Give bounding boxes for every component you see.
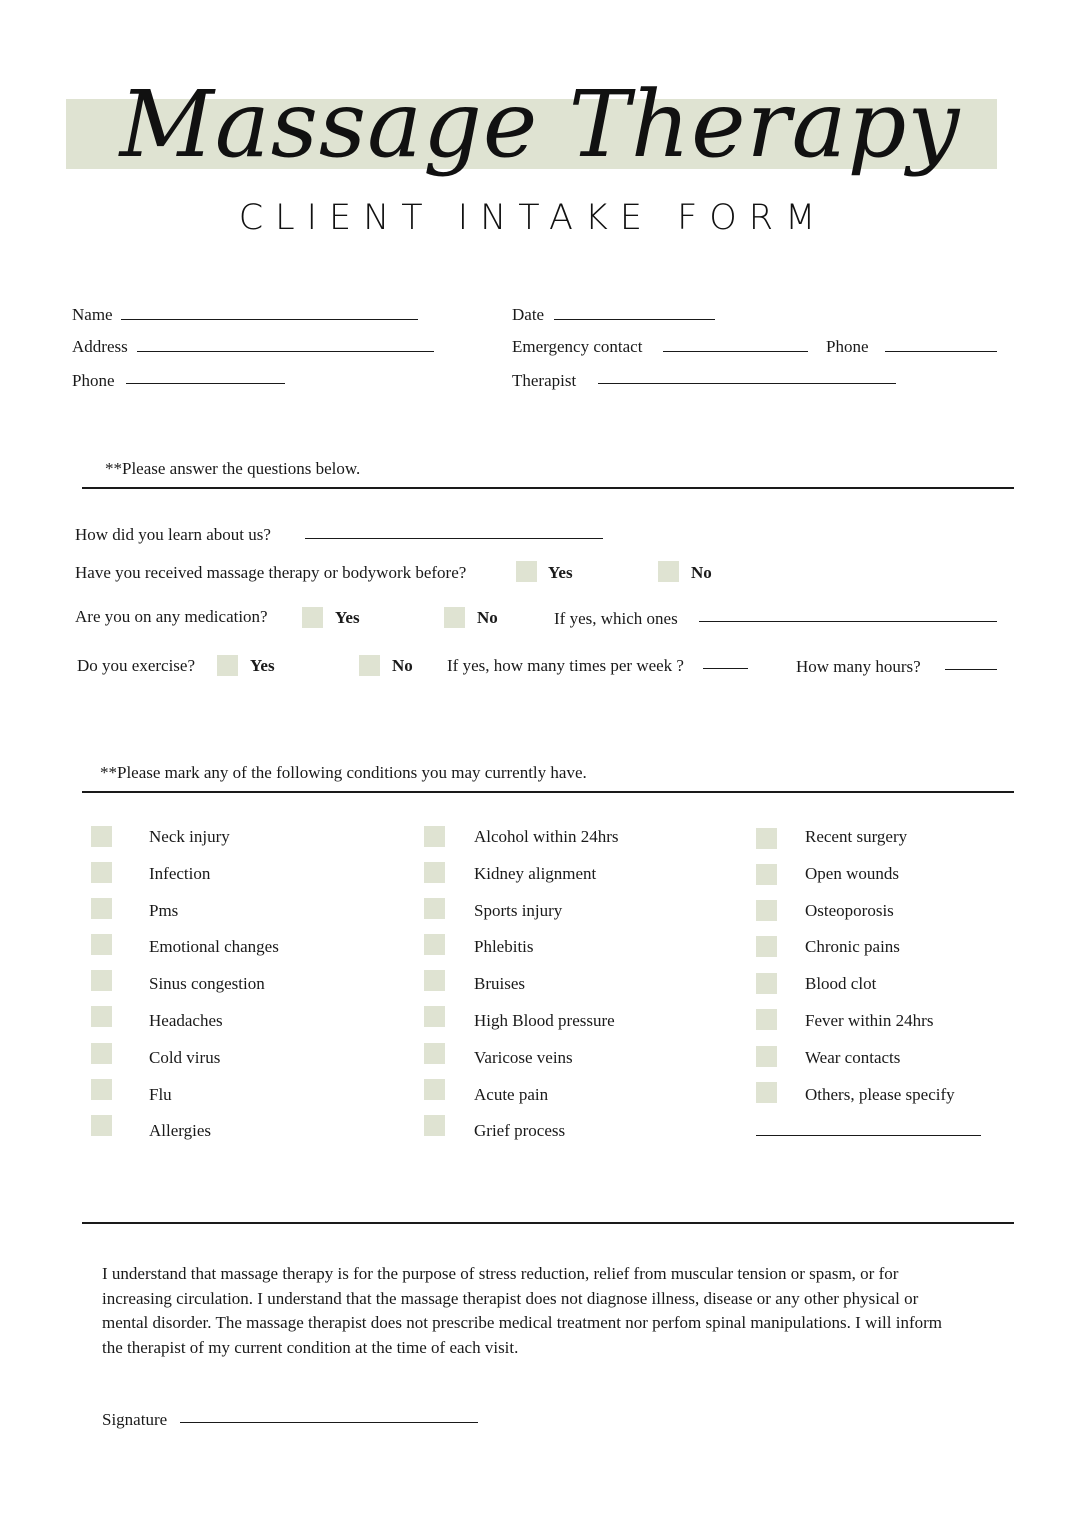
condition-label: Sinus congestion xyxy=(149,974,265,993)
exercise-yes-checkbox[interactable] xyxy=(217,655,238,676)
received-no-checkbox[interactable] xyxy=(658,561,679,582)
medication-which-field[interactable] xyxy=(699,621,997,622)
section-divider xyxy=(82,791,1014,793)
condition-checkbox[interactable] xyxy=(756,1046,777,1067)
condition-checkbox[interactable] xyxy=(756,1009,777,1030)
exercise-hours-label: How many hours? xyxy=(796,657,921,676)
condition-label: Grief process xyxy=(474,1121,566,1140)
condition-label: Cold virus xyxy=(149,1048,221,1067)
section-divider xyxy=(82,1222,1014,1224)
condition-checkbox[interactable] xyxy=(424,934,445,955)
emergency-phone-field[interactable] xyxy=(885,351,997,352)
condition-label: Pms xyxy=(149,901,179,920)
condition-checkbox[interactable] xyxy=(756,1082,777,1103)
condition-checkbox[interactable] xyxy=(91,898,112,919)
medication-no-checkbox[interactable] xyxy=(444,607,465,628)
medication-which-label: If yes, which ones xyxy=(554,609,678,628)
exercise-question: Do you exercise? xyxy=(77,656,196,675)
condition-label: High Blood pressure xyxy=(474,1011,615,1030)
exercise-hours-field[interactable] xyxy=(945,669,997,670)
condition-checkbox[interactable] xyxy=(756,973,777,994)
condition-label: Infection xyxy=(149,864,211,883)
exercise-yes-label: Yes xyxy=(250,656,275,675)
condition-label: Neck injury xyxy=(149,827,230,846)
exercise-times-label: If yes, how many times per week ? xyxy=(447,656,684,675)
condition-label: Blood clot xyxy=(805,974,877,993)
emergency-contact-label: Emergency contact xyxy=(512,337,643,356)
condition-label: Fever within 24hrs xyxy=(805,1011,934,1030)
condition-checkbox[interactable] xyxy=(91,1079,112,1100)
condition-label: Varicose veins xyxy=(474,1048,573,1067)
signature-label: Signature xyxy=(102,1410,168,1429)
page-subtitle: CLIENT INTAKE FORM xyxy=(238,198,828,238)
name-field[interactable] xyxy=(121,319,418,320)
medication-no-label: No xyxy=(477,608,498,627)
address-label: Address xyxy=(72,337,128,356)
condition-checkbox[interactable] xyxy=(424,1006,445,1027)
received-yes-label: Yes xyxy=(548,563,573,582)
condition-label: Osteoporosis xyxy=(805,901,894,920)
received-no-label: No xyxy=(691,563,712,582)
condition-checkbox[interactable] xyxy=(91,1006,112,1027)
condition-checkbox[interactable] xyxy=(91,1115,112,1136)
condition-checkbox[interactable] xyxy=(91,934,112,955)
condition-checkbox[interactable] xyxy=(91,970,112,991)
condition-checkbox[interactable] xyxy=(424,1043,445,1064)
emergency-contact-field[interactable] xyxy=(663,351,808,352)
condition-label: Chronic pains xyxy=(805,937,900,956)
condition-checkbox[interactable] xyxy=(424,1115,445,1136)
condition-checkbox[interactable] xyxy=(424,862,445,883)
condition-checkbox[interactable] xyxy=(756,936,777,957)
condition-checkbox[interactable] xyxy=(424,898,445,919)
condition-label: Flu xyxy=(149,1085,172,1104)
condition-checkbox[interactable] xyxy=(424,1079,445,1100)
condition-label: Wear contacts xyxy=(805,1048,901,1067)
condition-label: Allergies xyxy=(149,1121,212,1140)
received-yes-checkbox[interactable] xyxy=(516,561,537,582)
emergency-phone-label: Phone xyxy=(826,337,869,356)
condition-checkbox[interactable] xyxy=(91,1043,112,1064)
condition-checkbox[interactable] xyxy=(91,862,112,883)
condition-checkbox[interactable] xyxy=(756,828,777,849)
therapist-label: Therapist xyxy=(512,371,577,390)
learn-question: How did you learn about us? xyxy=(75,525,271,544)
date-field[interactable] xyxy=(554,319,715,320)
questions-instruction: **Please answer the questions below. xyxy=(105,459,361,478)
name-label: Name xyxy=(72,305,113,324)
received-question: Have you received massage therapy or bodywork before? xyxy=(75,563,467,582)
condition-checkbox[interactable] xyxy=(424,826,445,847)
condition-label: Bruises xyxy=(474,974,525,993)
condition-label: Open wounds xyxy=(805,864,899,883)
conditions-instruction: **Please mark any of the following conditions you may currently have. xyxy=(100,763,587,782)
condition-checkbox[interactable] xyxy=(756,864,777,885)
condition-label: Alcohol within 24hrs xyxy=(474,827,619,846)
exercise-no-label: No xyxy=(392,656,413,675)
learn-field[interactable] xyxy=(305,538,603,539)
medication-yes-checkbox[interactable] xyxy=(302,607,323,628)
consent-text: I understand that massage therapy is for the purpose of stress reduction, relief from muscular tension or spasm, or for increasing circulation. I understand that the massage therapist does not diagnose illness, disease or any other physical or mental disorder. The massage therapist does not prescribe medical treatment nor perfom spinal manipulations. I will inform the therapist of my current condition at the time of each visit. xyxy=(102,1264,943,1357)
condition-checkbox[interactable] xyxy=(424,970,445,991)
section-divider xyxy=(82,487,1014,489)
phone-field[interactable] xyxy=(126,383,285,384)
signature-field[interactable] xyxy=(180,1422,478,1423)
condition-label: Kidney alignment xyxy=(474,864,597,883)
condition-label: Others, please specify xyxy=(805,1085,955,1104)
therapist-field[interactable] xyxy=(598,383,896,384)
phone-label: Phone xyxy=(72,371,115,390)
page-title: Massage Therapy xyxy=(119,71,961,178)
condition-checkbox[interactable] xyxy=(91,826,112,847)
condition-label: Recent surgery xyxy=(805,827,908,846)
condition-label: Phlebitis xyxy=(474,937,534,956)
medication-yes-label: Yes xyxy=(335,608,360,627)
medication-question: Are you on any medication? xyxy=(75,607,268,626)
condition-label: Headaches xyxy=(149,1011,223,1030)
address-field[interactable] xyxy=(137,351,434,352)
others-specify-field[interactable] xyxy=(756,1135,981,1136)
condition-label: Emotional changes xyxy=(149,937,279,956)
condition-checkbox[interactable] xyxy=(756,900,777,921)
exercise-times-field[interactable] xyxy=(703,668,748,669)
condition-label: Sports injury xyxy=(474,901,563,920)
exercise-no-checkbox[interactable] xyxy=(359,655,380,676)
date-label: Date xyxy=(512,305,545,324)
condition-label: Acute pain xyxy=(474,1085,549,1104)
